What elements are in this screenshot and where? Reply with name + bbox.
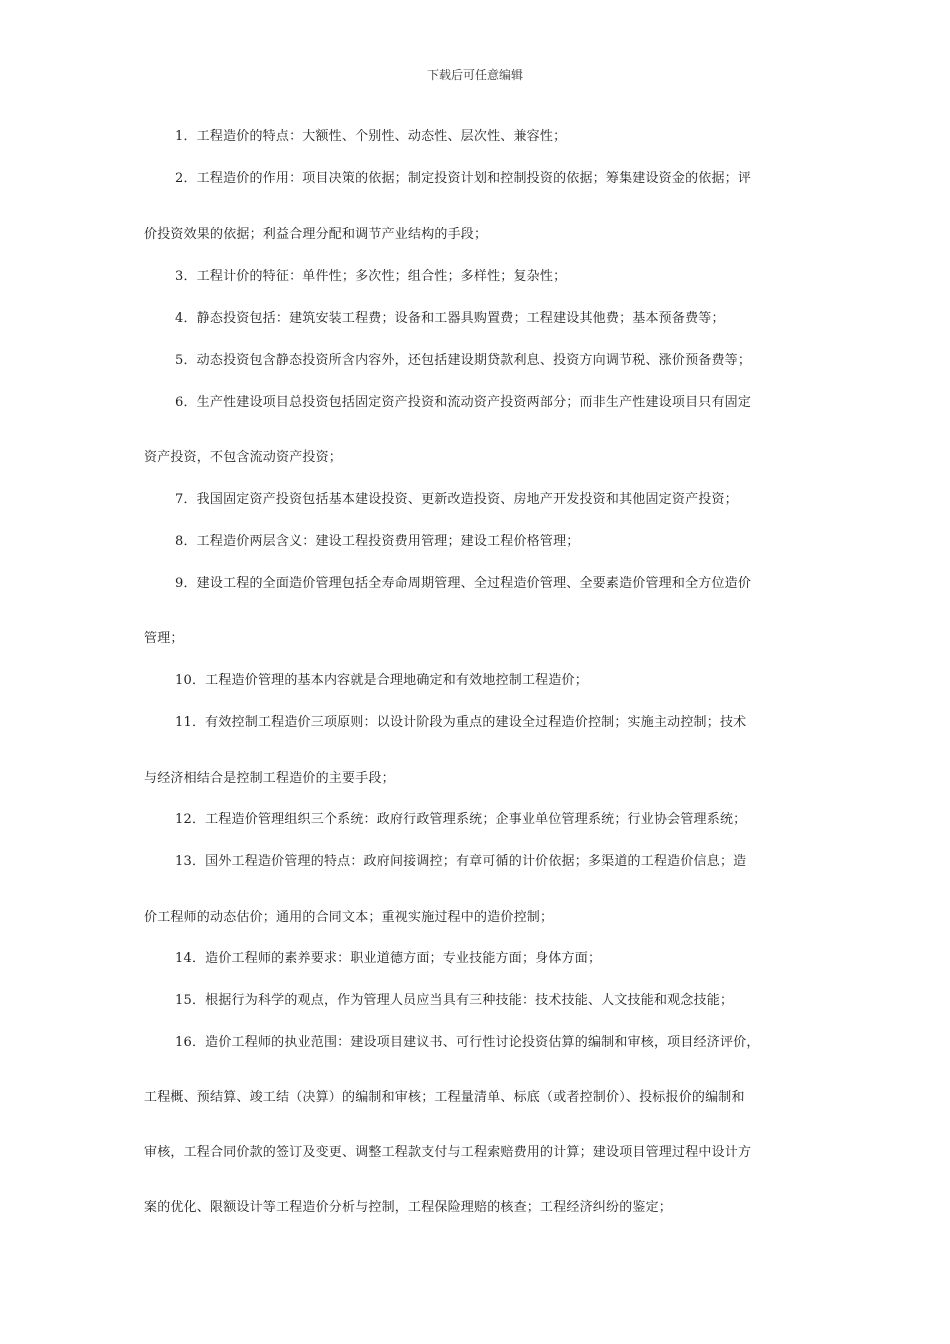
item-13: 13．国外工程造价管理的特点：政府间接调控；有章可循的计价依据；多渠道的工程造价信息；造 — [175, 854, 747, 869]
item-10: 10．工程造价管理的基本内容就是合理地确定和有效地控制工程造价； — [175, 673, 588, 688]
item-9: 9．建设工程的全面造价管理包括全寿命周期管理、全过程造价管理、全要素造价管理和全方位造价 — [175, 576, 752, 591]
item-16: 16．造价工程师的执业范围：建设项目建议书、可行性讨论投资估算的编制和审核，项目经济评价， — [175, 1035, 760, 1050]
item-7: 7．我国固定资产投资包括基本建设投资、更新改造投资、房地产开发投资和其他固定资产投资； — [175, 492, 738, 507]
item-15: 15．根据行为科学的观点，作为管理人员应当具有三种技能：技术技能、人文技能和观念技能； — [175, 993, 734, 1008]
item-2: 2．工程造价的作用：项目决策的依据；制定投资计划和控制投资的依据；筹集建设资金的依据；评 — [175, 171, 752, 186]
item-14: 14．造价工程师的素养要求：职业道德方面；专业技能方面；身体方面； — [175, 951, 602, 966]
item-6-cont: 资产投资，不包含流动资产投资； — [144, 450, 343, 465]
item-3: 3．工程计价的特征：单件性；多次性；组合性；多样性；复杂性； — [175, 269, 567, 284]
item-12: 12．工程造价管理组织三个系统：政府行政管理系统；企事业单位管理系统；行业协会管理系统； — [175, 812, 747, 827]
item-16-cont-3: 案的优化、限额设计等工程造价分析与控制，工程保险理赔的核查；工程经济纠纷的鉴定； — [144, 1200, 673, 1215]
item-2-cont: 价投资效果的依据；利益合理分配和调节产业结构的手段； — [144, 227, 488, 242]
item-16-cont-1: 工程概、预结算、竣工结（决算）的编制和审核；工程量清单、标底（或者控制价）、投标报价的编制和 — [144, 1090, 745, 1105]
item-6: 6．生产性建设项目总投资包括固定资产投资和流动资产投资两部分；而非生产性建设项目只有固定 — [175, 395, 752, 410]
item-11-cont: 与经济相结合是控制工程造价的主要手段； — [144, 771, 395, 786]
item-1: 1．工程造价的特点：大额性、个别性、动态性、层次性、兼容性； — [175, 129, 567, 144]
item-13-cont: 价工程师的动态估价；通用的合同文本；重视实施过程中的造价控制； — [144, 910, 554, 925]
item-16-cont-2: 审核，工程合同价款的签订及变更、调整工程款支付与工程索赔费用的计算；建设项目管理过程中设计方 — [144, 1145, 752, 1160]
page-header: 下载后可任意编辑 — [426, 68, 523, 82]
item-5: 5．动态投资包含静态投资所含内容外，还包括建设期贷款利息、投资方向调节税、涨价预备费等； — [175, 353, 752, 368]
item-9-cont: 管理； — [144, 631, 184, 646]
item-11: 11．有效控制工程造价三项原则：以设计阶段为重点的建设全过程造价控制；实施主动控制；技术 — [175, 715, 747, 730]
item-8: 8．工程造价两层含义：建设工程投资费用管理；建设工程价格管理； — [175, 534, 580, 549]
item-4: 4．静态投资包括：建筑安装工程费；设备和工器具购置费；工程建设其他费；基本预备费等； — [175, 311, 725, 326]
